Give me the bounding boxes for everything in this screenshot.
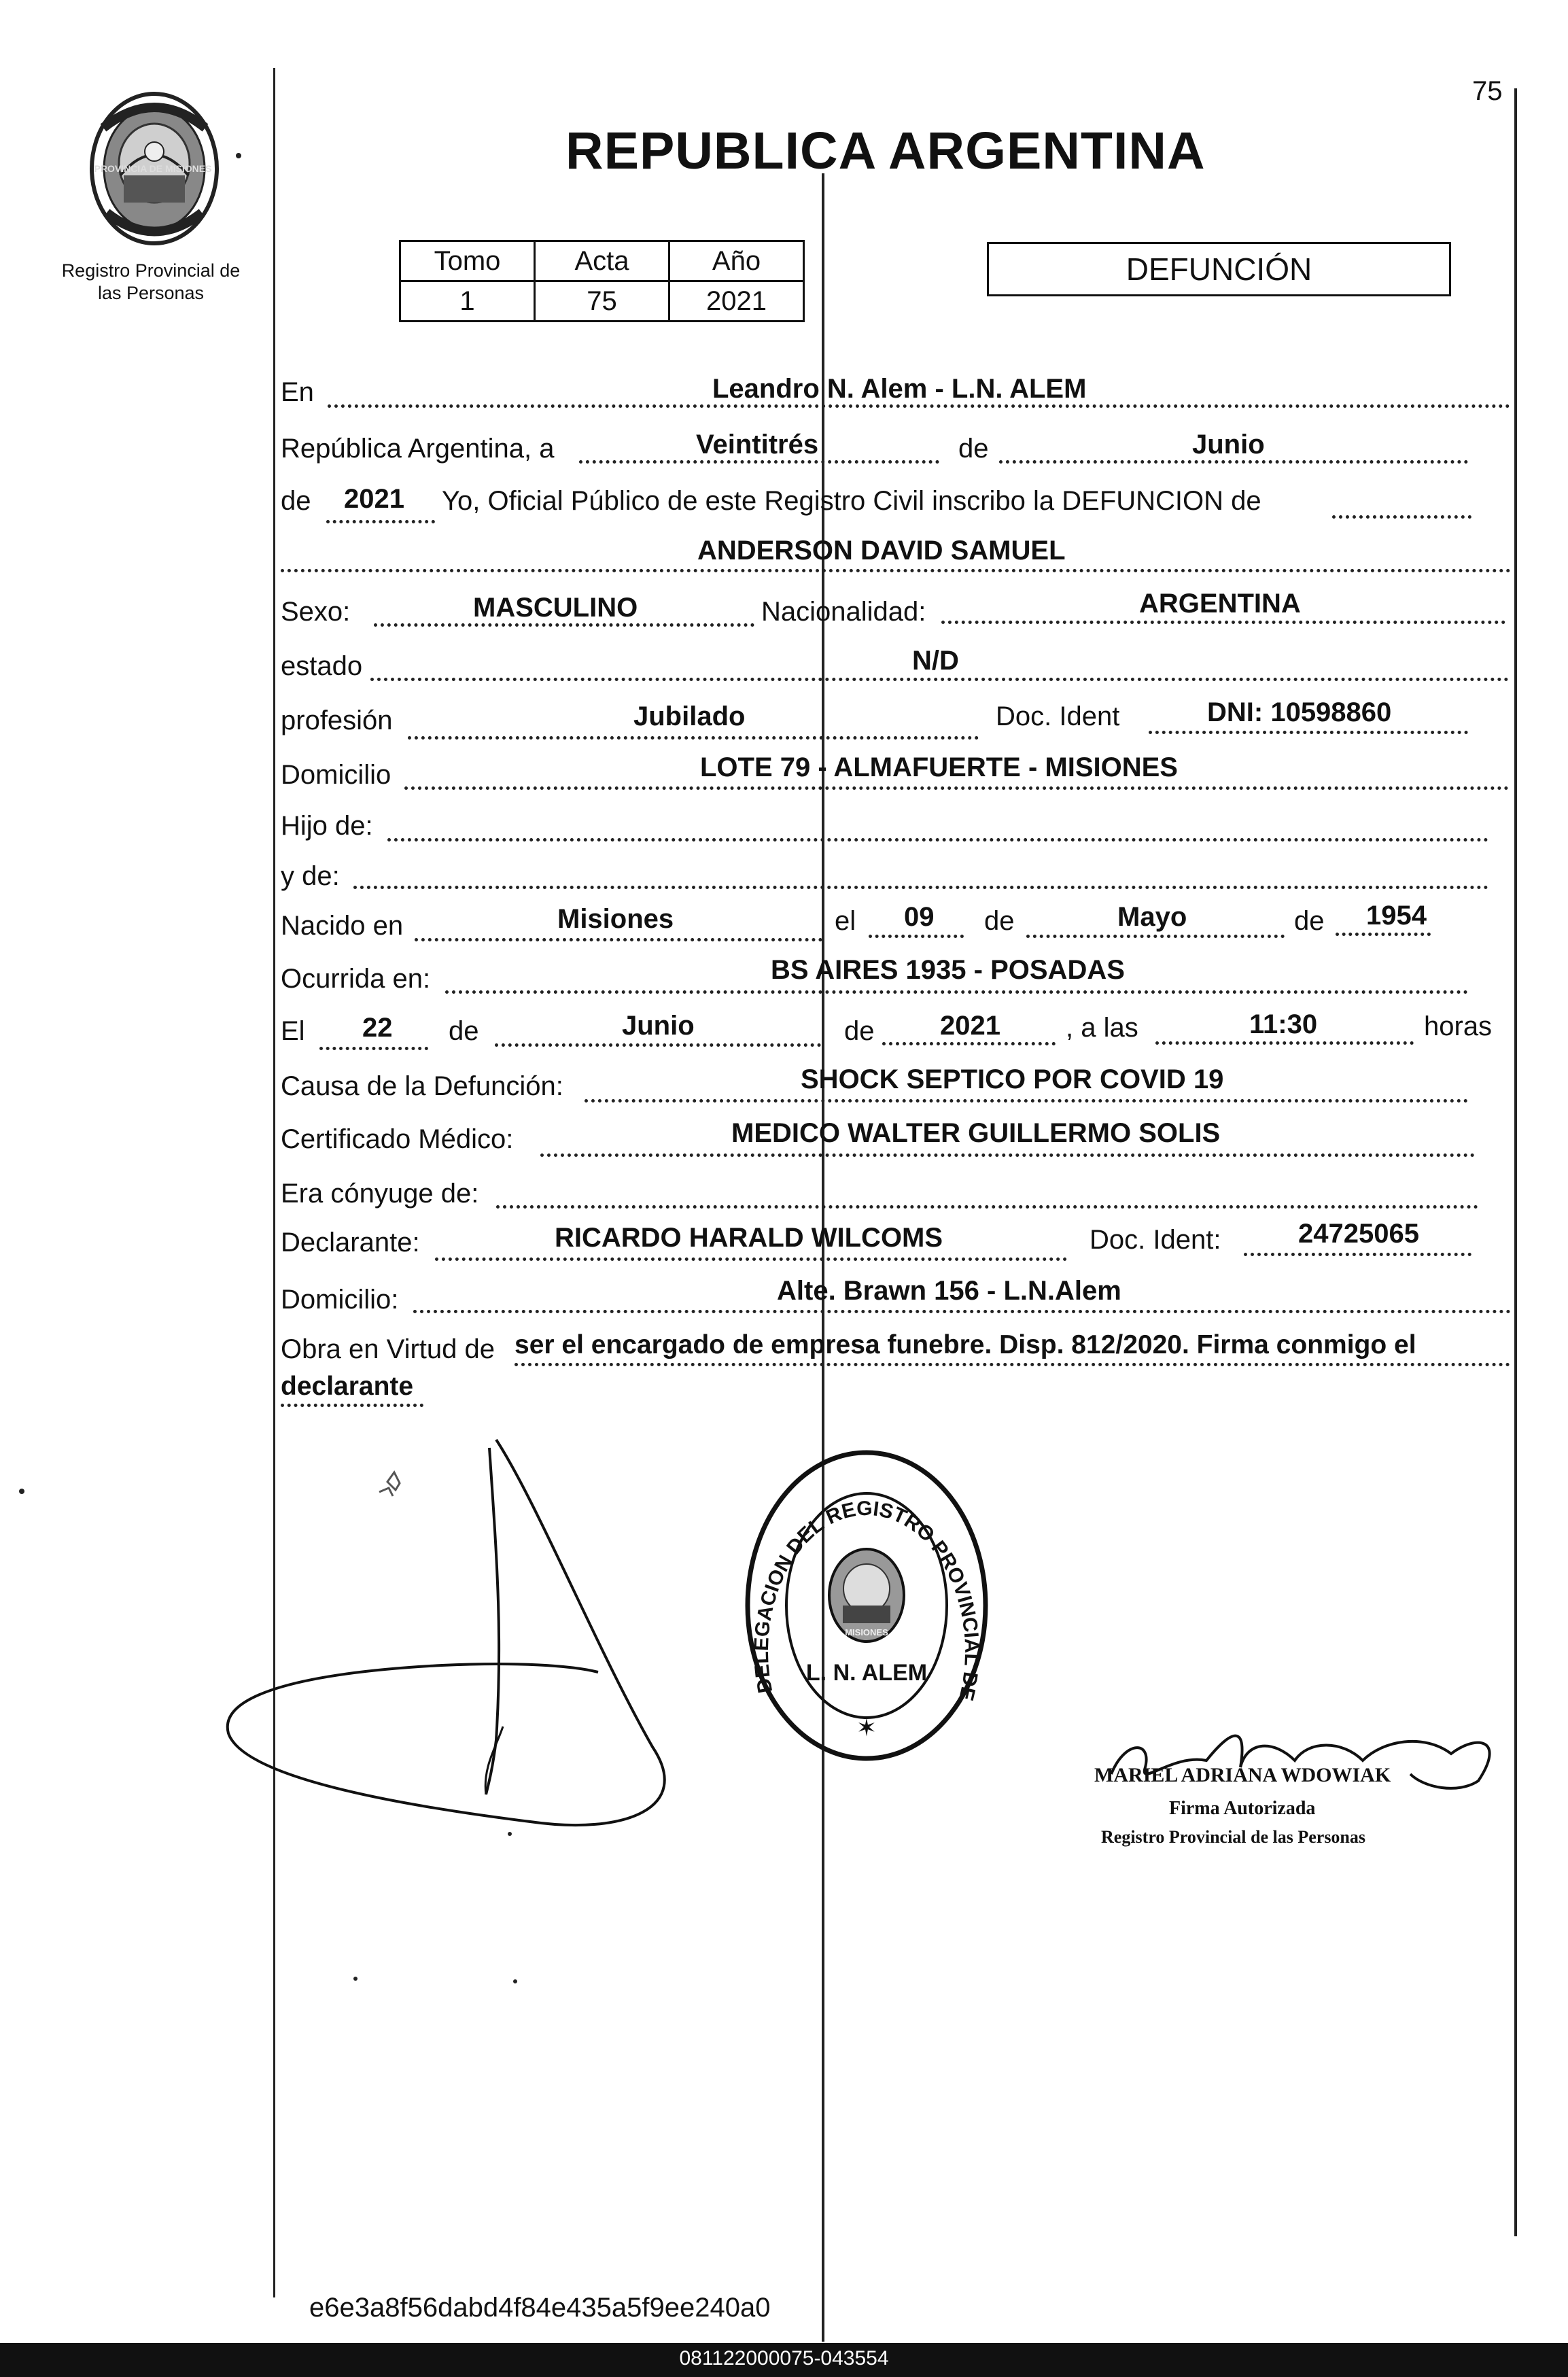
de-label-4: de — [1294, 906, 1325, 936]
birth-year: 1954 — [1366, 901, 1427, 931]
doc-ident2-value: 24725065 — [1298, 1219, 1419, 1249]
nacionalidad-line — [941, 621, 1505, 624]
name-line — [281, 569, 1511, 572]
logo-caption-1: Registro Provincial de — [61, 260, 241, 281]
nacionalidad-value: ARGENTINA — [1139, 589, 1301, 619]
estado-line — [370, 678, 1509, 681]
nacido-label: Nacido en — [281, 911, 404, 941]
nacionalidad-label: Nacionalidad: — [761, 597, 926, 627]
deceased-name: ANDERSON DAVID SAMUEL — [697, 536, 1066, 566]
death-year: 2021 — [940, 1011, 1000, 1041]
profesion-line — [408, 736, 979, 740]
record-table — [399, 240, 805, 322]
el2-label: El — [281, 1016, 305, 1046]
doc-ident-line — [1149, 731, 1468, 734]
birth-month: Mayo — [1117, 902, 1187, 932]
hijo-line — [387, 838, 1488, 842]
footer-bar — [0, 2343, 1568, 2377]
doc-ident2-line — [1244, 1253, 1471, 1256]
domicilio2-label: Domicilio: — [281, 1285, 399, 1315]
death-year-line — [882, 1042, 1056, 1045]
logo-caption-2: las Personas — [97, 283, 205, 303]
estado-label: estado — [281, 651, 363, 681]
hijo-label: Hijo de: — [281, 811, 373, 841]
profesion-label: profesión — [281, 706, 393, 735]
certificado-value: MEDICO WALTER GUILLERMO SOLIS — [731, 1118, 1221, 1148]
conyuge-line — [496, 1205, 1478, 1209]
birth-year-line — [1336, 933, 1431, 936]
sexo-value: MASCULINO — [473, 593, 638, 623]
de-label-1: de — [958, 434, 989, 464]
seal-emblem-text: MISIONES — [845, 1627, 888, 1637]
de-label-2: de — [281, 486, 311, 516]
logo-emblem-text: PROVINCIA DE MISIONES — [94, 163, 212, 174]
inscribo-text: Yo, Oficial Público de este Registro Civil inscribo la DEFUNCION de — [442, 486, 1261, 516]
estado-value: N/D — [912, 646, 959, 676]
declarant-signature — [217, 1427, 761, 1835]
death-time: 11:30 — [1249, 1009, 1318, 1039]
anio-header: Año — [669, 241, 804, 281]
footer-code: 081122000075-043554 — [679, 2347, 889, 2370]
official-seal — [737, 1442, 996, 1769]
document-hash: e6e3a8f56dabd4f84e435a5f9ee240a0 — [309, 2293, 771, 2323]
speck-3 — [513, 1979, 517, 1983]
en-label: En — [281, 377, 314, 407]
day-line — [579, 460, 939, 464]
seal-star-icon: ✶ — [856, 1714, 877, 1741]
domicilio-label: Domicilio — [281, 760, 391, 790]
doc-ident2-label: Doc. Ident: — [1090, 1225, 1221, 1255]
obra-line-2 — [281, 1404, 423, 1407]
death-month-line — [495, 1043, 821, 1047]
anio-value: 2021 — [669, 281, 804, 322]
death-day: 22 — [362, 1013, 393, 1043]
certificado-line — [540, 1153, 1475, 1157]
month-value: Junio — [1192, 430, 1265, 459]
nacido-line — [415, 938, 822, 941]
signature-line-3: Registro Provincial de las Personas — [1101, 1827, 1366, 1847]
doc-ident-value: DNI: 10598860 — [1207, 697, 1392, 727]
month-line — [999, 460, 1468, 464]
conyuge-label: Era cónyuge de: — [281, 1179, 479, 1209]
acta-value: 75 — [535, 281, 669, 322]
en-value: Leandro N. Alem - L.N. ALEM — [712, 374, 1087, 404]
death-day-line — [319, 1047, 428, 1050]
de-label-5: de — [449, 1016, 479, 1046]
obra-text-2: declarante — [281, 1372, 414, 1401]
domicilio2-line — [413, 1310, 1511, 1313]
acta-header: Acta — [535, 241, 669, 281]
causa-label: Causa de la Defunción: — [281, 1071, 563, 1101]
profesion-value: Jubilado — [633, 701, 746, 731]
death-month: Junio — [622, 1011, 695, 1041]
seal-center-text: L. N. ALEM — [805, 1660, 928, 1686]
causa-value: SHOCK SEPTICO POR COVID 19 — [801, 1064, 1224, 1094]
logo-dot — [236, 153, 241, 158]
en-line — [328, 404, 1510, 408]
sexo-line — [374, 623, 754, 627]
ocurrida-value: BS AIRES 1935 - POSADAS — [771, 955, 1125, 985]
year-line — [326, 520, 435, 523]
speck-2 — [353, 1977, 358, 1981]
domicilio-value: LOTE 79 - ALMAFUERTE - MISIONES — [700, 752, 1178, 782]
page-number: 75 — [1472, 76, 1503, 106]
ocurrida-label: Ocurrida en: — [281, 964, 431, 994]
declarante-line — [435, 1257, 1067, 1261]
declarante-label: Declarante: — [281, 1228, 420, 1257]
inscribo-line — [1332, 515, 1471, 519]
tomo-header: Tomo — [400, 241, 535, 281]
doc-type-box: DEFUNCIÓN — [987, 242, 1451, 296]
de-label-6: de — [844, 1016, 875, 1046]
doc-ident-label: Doc. Ident — [996, 701, 1120, 731]
el-label: el — [835, 906, 856, 936]
day-text: Veintitrés — [696, 430, 819, 459]
declarante-value: RICARDO HARALD WILCOMS — [555, 1223, 943, 1253]
obra-text: ser el encargado de empresa funebre. Disp. 812/2020. Firma conmigo el — [515, 1330, 1416, 1359]
registry-seal-icon — [737, 1442, 996, 1769]
domicilio2-value: Alte. Brawn 156 - L.N.Alem — [777, 1276, 1121, 1306]
tomo-value: 1 — [400, 281, 535, 322]
alas-label: , a las — [1066, 1013, 1138, 1043]
obra-label: Obra en Virtud de — [281, 1334, 495, 1364]
causa-line — [585, 1099, 1468, 1103]
sexo-label: Sexo: — [281, 597, 351, 627]
domicilio-line — [404, 786, 1509, 790]
right-margin-line — [1514, 88, 1517, 2236]
death-time-line — [1155, 1041, 1414, 1045]
seal-ring-text: DELEGACION DEL REGISTRO PROVINCIAL DE — [750, 1497, 983, 1703]
birth-month-line — [1026, 935, 1285, 938]
certificado-label: Certificado Médico: — [281, 1124, 514, 1154]
birth-day-line — [869, 935, 964, 938]
signature-name: MARIEL ADRIANA WDOWIAK — [1094, 1764, 1391, 1786]
signature-line-2: Firma Autorizada — [1169, 1798, 1316, 1819]
de-label-3: de — [984, 906, 1015, 936]
speck-1 — [508, 1832, 512, 1836]
horas-label: horas — [1424, 1011, 1493, 1041]
birth-day: 09 — [904, 902, 935, 932]
republica-label: República Argentina, a — [281, 434, 555, 464]
ocurrida-line — [445, 990, 1468, 994]
obra-line — [515, 1363, 1510, 1366]
handwritten-signature-icon — [217, 1427, 761, 1835]
margin-dot — [19, 1489, 24, 1494]
yde-label: y de: — [281, 861, 340, 891]
nacido-value: Misiones — [557, 904, 674, 934]
page-title: REPUBLICA ARGENTINA — [565, 122, 1206, 180]
year-value: 2021 — [344, 484, 404, 514]
yde-line — [353, 886, 1488, 889]
left-margin-line — [273, 68, 275, 2297]
